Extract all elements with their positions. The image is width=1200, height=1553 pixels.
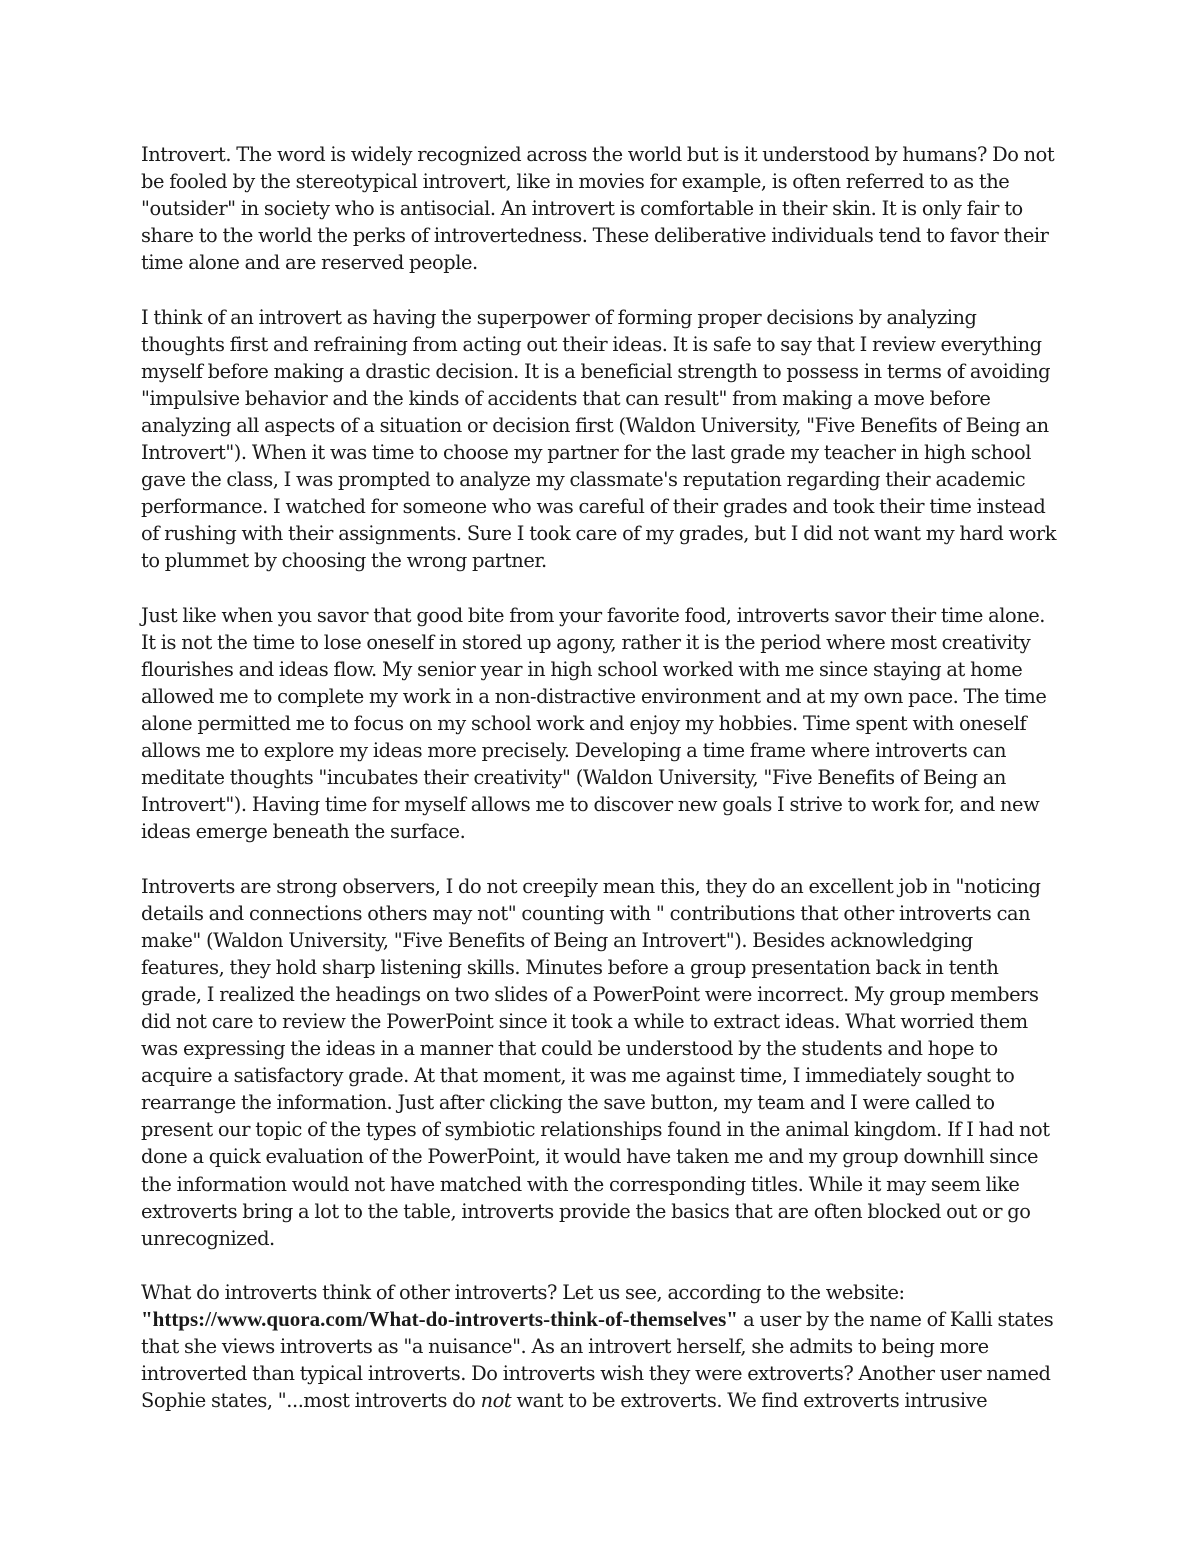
paragraph-1: Introvert. The word is widely recognized across the world but is it understood by humans? Do not be fooled by the stereotypical introvert, like in movies for example, is often referred to as the "outsider" in society who is antisocial. An introvert is comfortable in their skin. It is only fair to share to the world the perks of introvertedness. These deliberative individuals tend to favor their time alone and are reserved people. — [141, 143, 1055, 275]
paragraph-4: Introverts are strong observers, I do not creepily mean this, they do an excellent job in "noticing details and connections others may not" counting with " contributions that other introverts can make" (Waldon University, "Five Benefits of Being an Introvert"). Besides acknowledging features, they hold sharp listening skills. Minutes before a group presentation back in tenth grade, I realized the headings on two slides of a PowerPoint were incorrect. My group members did not care to review the PowerPoint since it took a while to extract ideas. What worried them was expressing the ideas in a manner that could be understood by the students and hope to acquire a satisfactory grade. At that moment, it was me against time, I immediately sought to rearrange the information. Just after clicking the save button, my team and I were called to present our topic of the types of symbiotic relationships found in the animal kingdom. If I had not done a quick evaluation of the PowerPoint, it would have taken me and my group downhill since the information would not have matched with the corresponding titles. While it may seem like extroverts bring a lot to the table, introverts provide the basics that are often blocked out or go unrecognized. — [141, 874, 1050, 1250]
paragraph-5 — [141, 1279, 1061, 1414]
paragraph-3: Just like when you savor that good bite from your favorite food, introverts savor their time alone. It is not the time to lose oneself in stored up agony, rather it is the period where most creativity flourishes and ideas flow. My senior year in high school worked with me since staying at home allowed me to complete my work in a non-distractive environment and at my own pace. The time alone permitted me to focus on my school work and enjoy my hobbies. Time spent with oneself allows me to explore my ideas more precisely. Developing a time frame where introverts can meditate thoughts "incubates their creativity" (Waldon University, "Five Benefits of Being an Introvert"). Having time for myself allows me to discover new goals I strive to work for, and new ideas emerge beneath the surface. — [141, 603, 1047, 844]
paragraph-5-intro: What do introverts think of other introverts? Let us see, according to the website: — [141, 1280, 905, 1304]
quora-url: "https://www.quora.com/What-do-introverts-think-of-themselves" — [141, 1307, 738, 1332]
paragraph-5-end: want to be extroverts. We find extroverts intrusive — [511, 1389, 988, 1413]
paragraph-2: I think of an introvert as having the superpower of forming proper decisions by analyzing thoughts first and refraining from acting out their ideas. It is safe to say that I review everything myself before making a drastic decision. It is a beneficial strength to possess in terms of avoiding "impulsive behavior and the kinds of accidents that can result" from making a move before analyzing all aspects of a situation or decision first (Waldon University, "Five Benefits of Being an Introvert"). When it was time to choose my partner for the last grade my teacher in high school gave the class, I was prompted to analyze my classmate's reputation regarding their academic performance. I watched for someone who was careful of their grades and took their time instead of rushing with their assignments. Sure I took care of my grades, but I did not want my hard work to plummet by choosing the wrong partner. — [141, 305, 1057, 573]
paragraph-5-middle: a user by the name of Kalli states that she views introverts as "a nuisance". As an introvert herself, she admits to being more introverted than typical introverts. Do introverts wish they were extroverts? Another user named Sophie states, "...most introverts do — [141, 1308, 1054, 1413]
essay-body — [141, 141, 1061, 1442]
emphasis-not: not — [480, 1389, 512, 1413]
